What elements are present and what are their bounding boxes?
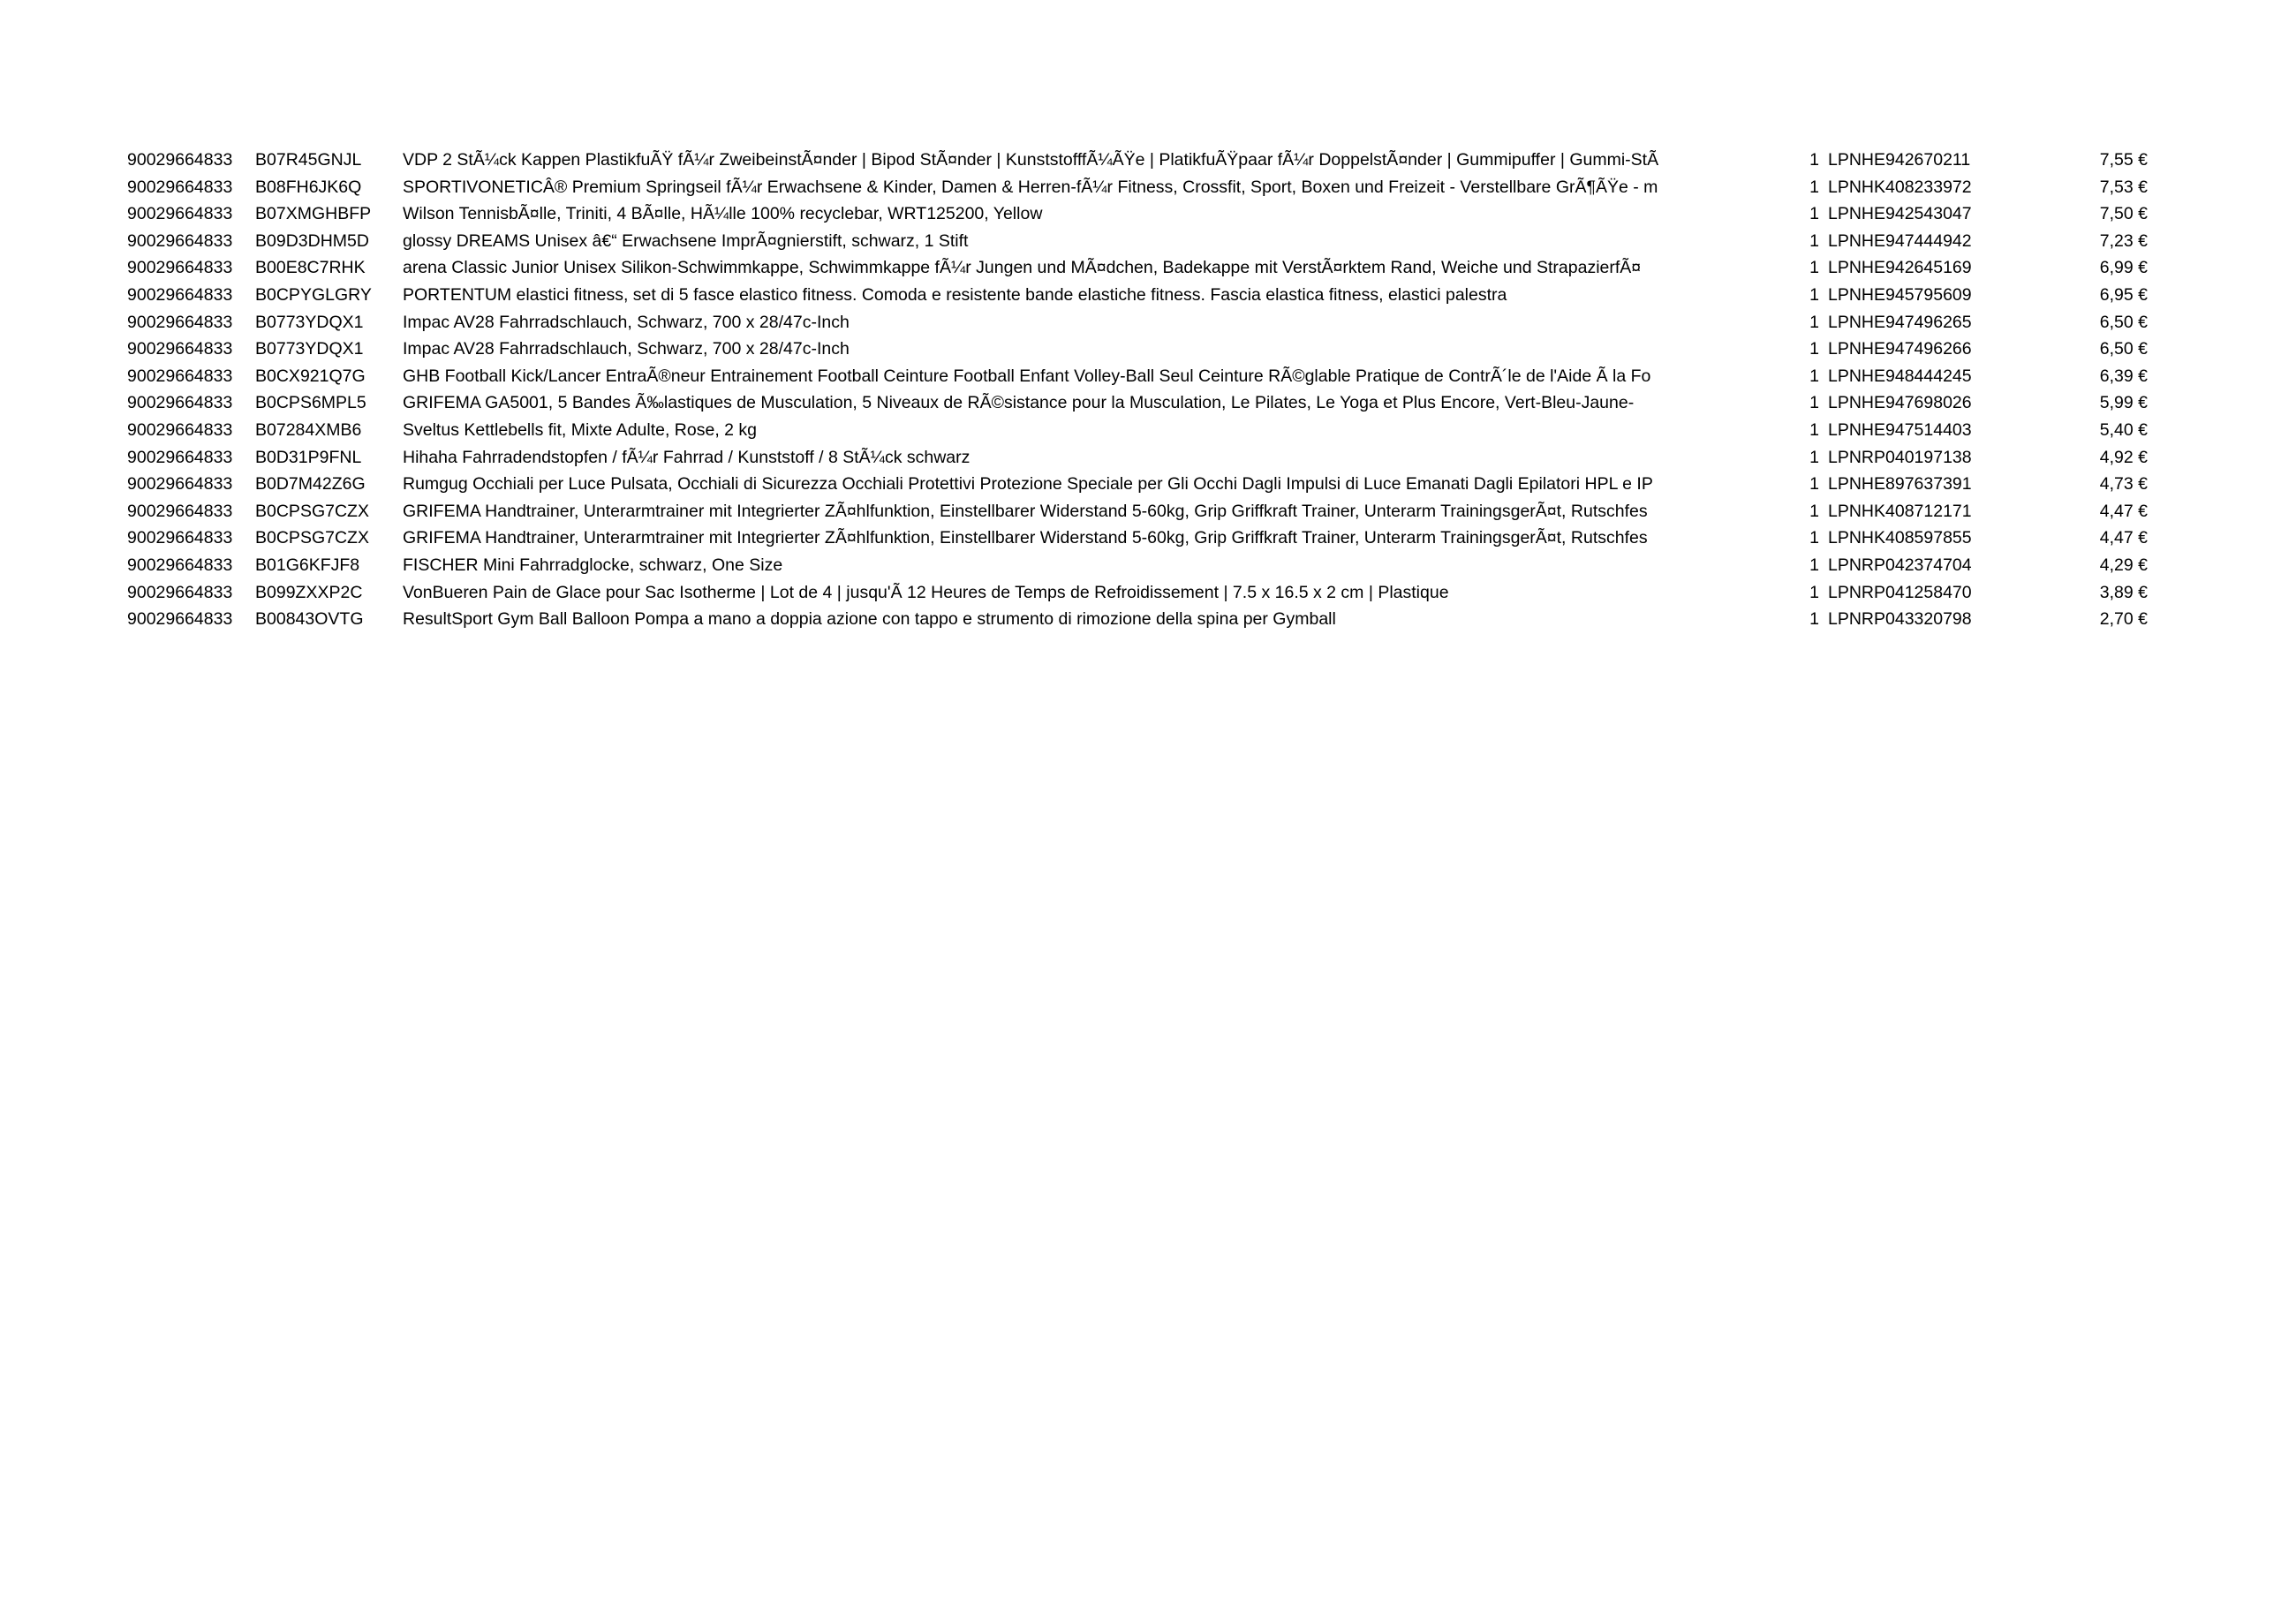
lpn-cell: LPNRP040197138 [1828,447,1972,467]
quantity-cell: 1 [1809,393,1819,413]
price-cell: 7,55 € [2099,150,2148,170]
quantity-cell: 1 [1809,230,1819,251]
price-cell: 5,99 € [2099,393,2148,413]
ean-cell: 90029664833 [127,150,233,170]
table-row [0,606,2296,633]
table-row [0,471,2296,498]
lpn-cell: LPNHE897637391 [1828,474,1972,495]
description-cell: ResultSport Gym Ball Balloon Pompa a mano a doppia azione con tappo e strumento di rimozione della spina per Gymball [403,609,1336,630]
table-row [0,552,2296,579]
quantity-cell: 1 [1809,582,1819,602]
asin-cell: B00843OVTG [255,609,364,630]
description-cell: Sveltus Kettlebells fit, Mixte Adulte, Rose, 2 kg [403,419,758,440]
table-row [0,228,2296,255]
description-cell: glossy DREAMS Unisex â€“ Erwachsene ImprÃ¤gnierstift, schwarz, 1 Stift [403,230,969,251]
asin-cell: B07XMGHBFP [255,204,372,224]
lpn-cell: LPNHK408233972 [1828,177,1972,197]
asin-cell: B0CPSG7CZX [255,528,369,548]
ean-cell: 90029664833 [127,230,233,251]
price-cell: 4,47 € [2099,528,2148,548]
table-row [0,525,2296,552]
description-cell: VonBueren Pain de Glace pour Sac Isotherme | Lot de 4 | jusqu'Ã 12 Heures de Temps de Refroidissement | 7.5 x 16.5 x 2 cm | Plastique [403,582,1449,602]
lpn-cell: LPNHE947496266 [1828,339,1972,359]
quantity-cell: 1 [1809,501,1819,521]
ean-cell: 90029664833 [127,501,233,521]
asin-cell: B01G6KFJF8 [255,555,360,575]
asin-cell: B0CX921Q7G [255,366,366,386]
lpn-cell: LPNRP041258470 [1828,582,1972,602]
lpn-cell: LPNHE947444942 [1828,230,1972,251]
table-row [0,498,2296,525]
lpn-cell: LPNHE947514403 [1828,419,1972,440]
description-cell: Rumgug Occhiali per Luce Pulsata, Occhiali di Sicurezza Occhiali Protettivi Protezione Speciale per Gli Occhi Dagli Impulsi di Luce Emanati Dagli Epilatori HPL e IP [403,474,1653,495]
price-cell: 2,70 € [2099,609,2148,630]
table-row [0,389,2296,417]
ean-cell: 90029664833 [127,204,233,224]
lpn-cell: LPNRP043320798 [1828,609,1972,630]
price-cell: 4,47 € [2099,501,2148,521]
table-row [0,579,2296,607]
quantity-cell: 1 [1809,366,1819,386]
quantity-cell: 1 [1809,150,1819,170]
ean-cell: 90029664833 [127,528,233,548]
quantity-cell: 1 [1809,474,1819,495]
ean-cell: 90029664833 [127,447,233,467]
ean-cell: 90029664833 [127,419,233,440]
description-cell: Impac AV28 Fahrradschlauch, Schwarz, 700 x 28/47c-Inch [403,339,850,359]
asin-cell: B08FH6JK6Q [255,177,362,197]
item-table [0,147,2296,633]
description-cell: GHB Football Kick/Lancer EntraÃ®neur Entrainement Football Ceinture Football Enfant Volley-Ball Seul Ceinture RÃ©glable Pratique de ContrÃ´le de l'Aide Ã la Fo [403,366,1651,386]
ean-cell: 90029664833 [127,582,233,602]
asin-cell: B07R45GNJL [255,150,362,170]
quantity-cell: 1 [1809,419,1819,440]
lpn-cell: LPNHE942645169 [1828,258,1972,278]
table-row [0,254,2296,282]
table-row [0,336,2296,363]
table-row [0,363,2296,390]
lpn-cell: LPNHK408712171 [1828,501,1972,521]
lpn-cell: LPNHE947698026 [1828,393,1972,413]
description-cell: GRIFEMA GA5001, 5 Bandes Ã‰lastiques de Musculation, 5 Niveaux de RÃ©sistance pour la Musculation, Le Pilates, Le Yoga et Plus Encore, Vert-Bleu-Jaune- [403,393,1635,413]
description-cell: SPORTIVONETICÂ® Premium Springseil fÃ¼r Erwachsene & Kinder, Damen & Herren-fÃ¼r Fitness, Crossfit, Sport, Boxen und Freizeit - Verstellbare GrÃ¶ÃŸe - m [403,177,1658,197]
price-cell: 4,29 € [2099,555,2148,575]
quantity-cell: 1 [1809,339,1819,359]
lpn-cell: LPNHE942543047 [1828,204,1972,224]
description-cell: GRIFEMA Handtrainer, Unterarmtrainer mit Integrierter ZÃ¤hlfunktion, Einstellbarer Widerstand 5-60kg, Grip Griffkraft Trainer, Unterarm TrainingsgerÃ¤t, Rutschfes [403,528,1648,548]
ean-cell: 90029664833 [127,393,233,413]
description-cell: Hihaha Fahrradendstopfen / fÃ¼r Fahrrad / Kunststoff / 8 StÃ¼ck schwarz [403,447,971,467]
price-cell: 4,73 € [2099,474,2148,495]
asin-cell: B0D31P9FNL [255,447,362,467]
description-cell: PORTENTUM elastici fitness, set di 5 fasce elastico fitness. Comoda e resistente bande elastiche fitness. Fascia elastica fitness, elastici palestra [403,284,1507,305]
asin-cell: B0CPYGLGRY [255,284,372,305]
lpn-cell: LPNHK408597855 [1828,528,1972,548]
price-cell: 4,92 € [2099,447,2148,467]
price-cell: 6,95 € [2099,284,2148,305]
asin-cell: B0CPS6MPL5 [255,393,366,413]
table-row [0,444,2296,472]
asin-cell: B00E8C7RHK [255,258,366,278]
ean-cell: 90029664833 [127,177,233,197]
table-row [0,417,2296,444]
asin-cell: B0773YDQX1 [255,312,364,332]
price-cell: 6,99 € [2099,258,2148,278]
quantity-cell: 1 [1809,284,1819,305]
price-cell: 3,89 € [2099,582,2148,602]
lpn-cell: LPNHE948444245 [1828,366,1972,386]
quantity-cell: 1 [1809,204,1819,224]
asin-cell: B0D7M42Z6G [255,474,366,495]
price-cell: 7,23 € [2099,230,2148,251]
quantity-cell: 1 [1809,609,1819,630]
asin-cell: B099ZXXP2C [255,582,363,602]
ean-cell: 90029664833 [127,312,233,332]
description-cell: GRIFEMA Handtrainer, Unterarmtrainer mit Integrierter ZÃ¤hlfunktion, Einstellbarer Widerstand 5-60kg, Grip Griffkraft Trainer, Unterarm TrainingsgerÃ¤t, Rutschfes [403,501,1648,521]
price-cell: 6,50 € [2099,312,2148,332]
description-cell: VDP 2 StÃ¼ck Kappen PlastikfuÃŸ fÃ¼r ZweibeinstÃ¤nder | Bipod StÃ¤nder | KunststofffÃ¼ÃŸe | PlatikfuÃŸpaar fÃ¼r DoppelstÃ¤nder | Gummipuffer | Gummi-StÃ [403,150,1659,170]
ean-cell: 90029664833 [127,555,233,575]
ean-cell: 90029664833 [127,284,233,305]
lpn-cell: LPNRP042374704 [1828,555,1972,575]
quantity-cell: 1 [1809,258,1819,278]
ean-cell: 90029664833 [127,258,233,278]
ean-cell: 90029664833 [127,609,233,630]
asin-cell: B07284XMB6 [255,419,362,440]
description-cell: Wilson TennisbÃ¤lle, Triniti, 4 BÃ¤lle, HÃ¼lle 100% recyclebar, WRT125200, Yellow [403,204,1043,224]
lpn-cell: LPNHE945795609 [1828,284,1972,305]
description-cell: arena Classic Junior Unisex Silikon-Schwimmkappe, Schwimmkappe fÃ¼r Jungen und MÃ¤dchen, Badekappe mit VerstÃ¤rktem Rand, Weiche und StrapazierfÃ¤ [403,258,1642,278]
ean-cell: 90029664833 [127,339,233,359]
lpn-cell: LPNHE947496265 [1828,312,1972,332]
lpn-cell: LPNHE942670211 [1828,150,1971,170]
quantity-cell: 1 [1809,528,1819,548]
ean-cell: 90029664833 [127,474,233,495]
quantity-cell: 1 [1809,312,1819,332]
table-row [0,147,2296,174]
price-cell: 7,53 € [2099,177,2148,197]
quantity-cell: 1 [1809,177,1819,197]
price-cell: 7,50 € [2099,204,2148,224]
description-cell: Impac AV28 Fahrradschlauch, Schwarz, 700 x 28/47c-Inch [403,312,850,332]
table-row [0,282,2296,309]
asin-cell: B0773YDQX1 [255,339,364,359]
ean-cell: 90029664833 [127,366,233,386]
quantity-cell: 1 [1809,447,1819,467]
table-row [0,309,2296,336]
description-cell: FISCHER Mini Fahrradglocke, schwarz, One Size [403,555,783,575]
price-cell: 6,50 € [2099,339,2148,359]
asin-cell: B09D3DHM5D [255,230,369,251]
quantity-cell: 1 [1809,555,1819,575]
asin-cell: B0CPSG7CZX [255,501,369,521]
price-cell: 6,39 € [2099,366,2148,386]
price-cell: 5,40 € [2099,419,2148,440]
table-row [0,174,2296,201]
table-row [0,200,2296,228]
